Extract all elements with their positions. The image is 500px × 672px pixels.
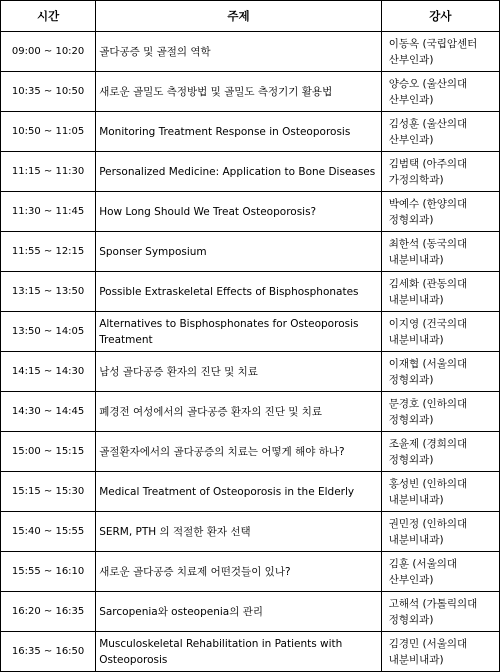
topic-cell bbox=[96, 152, 382, 192]
lecturer-name: 이지영 (건국의대 bbox=[388, 317, 468, 330]
lecturer-cell bbox=[381, 152, 499, 192]
lecturer-dept: 내분비내과) bbox=[388, 493, 444, 506]
table-row bbox=[1, 352, 500, 392]
lecturer-cell bbox=[381, 552, 499, 592]
lecturer-name: 김경민 (서울의대 bbox=[388, 637, 468, 650]
lecturer-name: 권민정 (인하의대 bbox=[388, 517, 468, 530]
lecturer-dept: 내분비내과) bbox=[388, 653, 444, 666]
topic-cell bbox=[96, 32, 382, 72]
table-row bbox=[1, 392, 500, 432]
time-cell: 10:35 ~ 10:50 bbox=[1, 72, 96, 112]
topic-text: Personalized Medicine: Application to Bone Diseases bbox=[99, 165, 376, 178]
table-header bbox=[1, 1, 500, 32]
lecturer-dept: 산부인과) bbox=[388, 93, 434, 106]
time-cell: 13:50 ~ 14:05 bbox=[1, 312, 96, 352]
lecturer-name: 박예수 (한양의대 bbox=[388, 197, 468, 210]
lecturer-name: 홍성빈 (인하의대 bbox=[388, 477, 468, 490]
lecturer-dept: 정형외과) bbox=[388, 373, 434, 386]
time-cell: 15:00 ~ 15:15 bbox=[1, 432, 96, 472]
topic-text: Alternatives to Bisphosphonates for Osteoporosis Treatment bbox=[99, 317, 359, 346]
header-lecturer: 강사 bbox=[381, 1, 499, 32]
lecturer-cell bbox=[381, 352, 499, 392]
lecturer-cell bbox=[381, 472, 499, 512]
table-row bbox=[1, 232, 500, 272]
topic-text: 폐경전 여성에서의 골다공증 환자의 진단 및 치료 bbox=[99, 405, 323, 418]
time-cell: 09:00 ~ 10:20 bbox=[1, 32, 96, 72]
lecturer-name: 조윤제 (경희의대 bbox=[388, 437, 468, 450]
lecturer-name: 이동옥 (국립암센터 bbox=[388, 37, 478, 50]
lecturer-name: 고해석 (가톨릭의대 bbox=[388, 597, 478, 610]
topic-text: How Long Should We Treat Osteoporosis? bbox=[99, 205, 317, 218]
lecturer-cell bbox=[381, 32, 499, 72]
topic-text: SERM, PTH 의 적절한 환자 선택 bbox=[99, 525, 251, 538]
topic-text: 새로운 골밀도 측정방법 및 골밀도 측정기기 활용법 bbox=[99, 85, 333, 98]
lecturer-name: 김세화 (관동의대 bbox=[388, 277, 468, 290]
topic-cell bbox=[96, 352, 382, 392]
lecturer-dept: 정형외과) bbox=[388, 613, 434, 626]
time-cell: 15:15 ~ 15:30 bbox=[1, 472, 96, 512]
time-cell: 13:15 ~ 13:50 bbox=[1, 272, 96, 312]
lecturer-cell bbox=[381, 632, 499, 672]
header-time: 시간 bbox=[1, 1, 96, 32]
time-cell: 11:15 ~ 11:30 bbox=[1, 152, 96, 192]
lecturer-name: 김성훈 (울산의대 bbox=[388, 117, 468, 130]
topic-text: Musculoskeletal Rehabilitation in Patients with Osteoporosis bbox=[99, 637, 343, 666]
topic-text: 새로운 골다공증 치료제 어떤것들이 있나? bbox=[99, 565, 291, 578]
table-row bbox=[1, 432, 500, 472]
lecturer-dept: 산부인과) bbox=[388, 133, 434, 146]
header-row bbox=[1, 1, 500, 32]
lecturer-dept: 정형외과) bbox=[388, 453, 434, 466]
table-body bbox=[1, 32, 500, 672]
time-cell: 16:20 ~ 16:35 bbox=[1, 592, 96, 632]
lecturer-name: 김범택 (아주의대 bbox=[388, 157, 468, 170]
lecturer-cell bbox=[381, 232, 499, 272]
lecturer-dept: 내분비내과) bbox=[388, 533, 444, 546]
lecturer-dept: 내분비내과) bbox=[388, 293, 444, 306]
lecturer-cell bbox=[381, 512, 499, 552]
table-row bbox=[1, 152, 500, 192]
table-row bbox=[1, 32, 500, 72]
time-cell: 16:35 ~ 16:50 bbox=[1, 632, 96, 672]
table-row bbox=[1, 312, 500, 352]
topic-cell bbox=[96, 552, 382, 592]
topic-cell bbox=[96, 632, 382, 672]
lecturer-name: 문경호 (인하의대 bbox=[388, 397, 468, 410]
time-cell: 15:40 ~ 15:55 bbox=[1, 512, 96, 552]
lecturer-name: 양승오 (울산의대 bbox=[388, 77, 468, 90]
time-cell: 14:15 ~ 14:30 bbox=[1, 352, 96, 392]
topic-cell bbox=[96, 232, 382, 272]
table-row bbox=[1, 552, 500, 592]
topic-text: Medical Treatment of Osteoporosis in the Elderly bbox=[99, 485, 355, 498]
time-cell: 10:50 ~ 11:05 bbox=[1, 112, 96, 152]
lecturer-dept: 산부인과) bbox=[388, 53, 434, 66]
lecturer-cell bbox=[381, 112, 499, 152]
topic-text: Sarcopenia와 osteopenia의 관리 bbox=[99, 605, 263, 618]
table-row bbox=[1, 632, 500, 672]
time-cell: 15:55 ~ 16:10 bbox=[1, 552, 96, 592]
topic-text: Sponser Symposium bbox=[99, 245, 207, 258]
table-row bbox=[1, 192, 500, 232]
time-cell: 14:30 ~ 14:45 bbox=[1, 392, 96, 432]
lecturer-dept: 정형외과) bbox=[388, 213, 434, 226]
table-row bbox=[1, 512, 500, 552]
lecturer-cell bbox=[381, 272, 499, 312]
lecturer-dept: 내분비내과) bbox=[388, 333, 444, 346]
topic-cell bbox=[96, 112, 382, 152]
time-cell: 11:30 ~ 11:45 bbox=[1, 192, 96, 232]
lecturer-cell bbox=[381, 592, 499, 632]
table-row bbox=[1, 72, 500, 112]
topic-cell bbox=[96, 512, 382, 552]
lecturer-name: 김훈 (서울의대 bbox=[388, 557, 458, 570]
topic-text: Possible Extraskeletal Effects of Bisphosphonates bbox=[99, 285, 359, 298]
topic-text: 골절환자에서의 골다공증의 치료는 어떻게 해야 하나? bbox=[99, 445, 345, 458]
topic-text: 남성 골다공증 환자의 진단 및 치료 bbox=[99, 365, 258, 378]
lecturer-dept: 산부인과) bbox=[388, 573, 434, 586]
lecturer-dept: 가정의학과) bbox=[388, 173, 444, 186]
lecturer-name: 최한석 (동국의대 bbox=[388, 237, 468, 250]
lecturer-dept: 내분비내과) bbox=[388, 253, 444, 266]
table-row bbox=[1, 592, 500, 632]
lecturer-dept: 정형외과) bbox=[388, 413, 434, 426]
topic-cell bbox=[96, 432, 382, 472]
topic-text: 골다공증 및 골절의 역학 bbox=[99, 45, 211, 58]
lecturer-cell bbox=[381, 312, 499, 352]
topic-cell bbox=[96, 592, 382, 632]
table-row bbox=[1, 272, 500, 312]
lecturer-name: 이재협 (서울의대 bbox=[388, 357, 468, 370]
time-cell: 11:55 ~ 12:15 bbox=[1, 232, 96, 272]
topic-cell bbox=[96, 312, 382, 352]
topic-text: Monitoring Treatment Response in Osteoporosis bbox=[99, 125, 351, 138]
lecturer-cell bbox=[381, 432, 499, 472]
table-row bbox=[1, 112, 500, 152]
table-row bbox=[1, 472, 500, 512]
lecturer-cell bbox=[381, 192, 499, 232]
lecturer-cell bbox=[381, 392, 499, 432]
topic-cell bbox=[96, 72, 382, 112]
topic-cell bbox=[96, 192, 382, 232]
topic-cell bbox=[96, 272, 382, 312]
topic-cell bbox=[96, 472, 382, 512]
topic-cell bbox=[96, 392, 382, 432]
lecturer-cell bbox=[381, 72, 499, 112]
header-topic: 주제 bbox=[96, 1, 382, 32]
